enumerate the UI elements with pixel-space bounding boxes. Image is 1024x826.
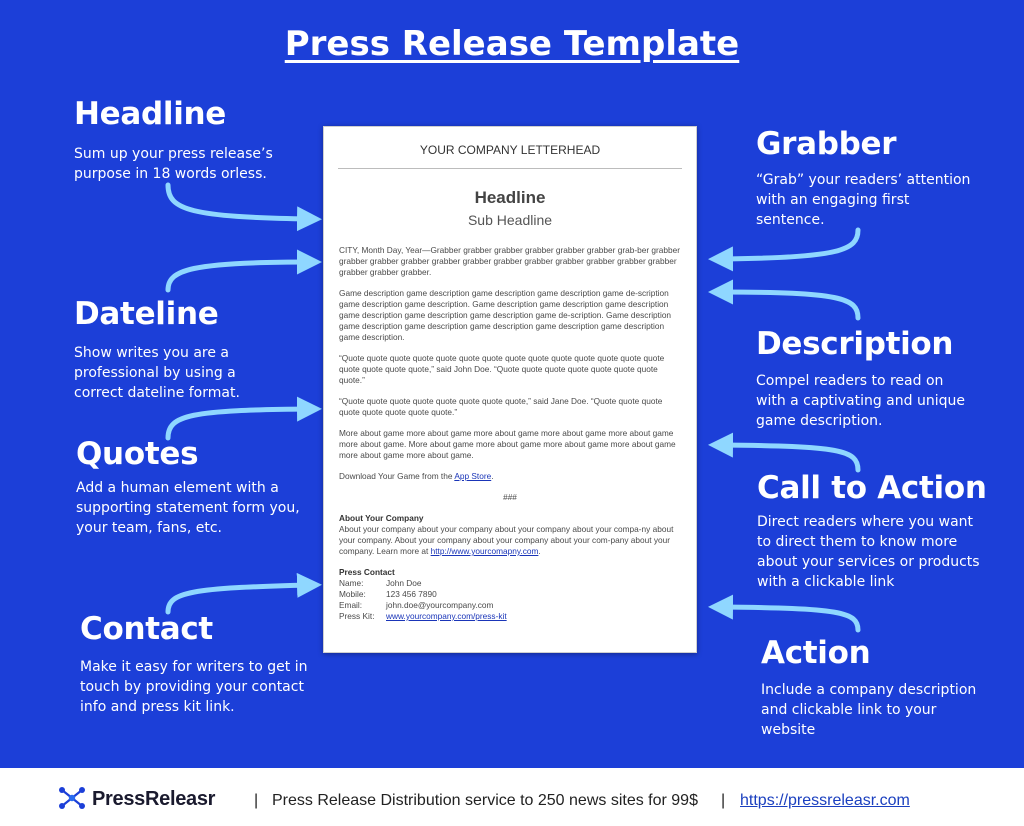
doc-about-text: About your company about your company about your company about your compa-ny about your company. About your company about your company about your com-pany about your company. Learn more at xyxy=(339,524,674,556)
contact-row-mobile xyxy=(339,589,681,600)
doc-about-suffix: . xyxy=(538,546,541,556)
doc-about-title: About Your Company xyxy=(339,513,424,523)
app-store-link[interactable]: App Store xyxy=(454,471,492,481)
dateline-arrow-icon xyxy=(168,262,310,290)
page-title: Press Release Template xyxy=(284,24,740,64)
call-to-action-title: Call to Action xyxy=(757,470,987,506)
doc-download-prefix: Download Your Game from the xyxy=(339,471,455,481)
contact-title: Contact xyxy=(80,611,213,647)
press-release-document xyxy=(323,126,697,653)
dateline-text: Show writes you are a professional by using a correct dateline format. xyxy=(74,345,240,401)
company-website-link[interactable]: http://www.yourcomapny.com xyxy=(430,546,539,556)
press-kit-link[interactable]: www.yourcompany.com/press-kit xyxy=(386,611,507,621)
description-arrow-icon xyxy=(720,292,858,318)
quotes-arrow-icon xyxy=(168,409,310,438)
doc-end-mark: ### xyxy=(503,492,517,502)
description-title: Description xyxy=(756,326,954,362)
contact-label: Name: xyxy=(339,578,364,588)
footer-bar xyxy=(0,768,1024,826)
contact-value: John Doe xyxy=(386,578,422,588)
contact-row-press-kit xyxy=(339,611,681,622)
contact-row-name xyxy=(339,578,681,589)
doc-body xyxy=(339,245,681,622)
description-text: Compel readers to read on with a captivating and unique game description. xyxy=(756,373,965,429)
action-title: Action xyxy=(761,635,871,671)
contact-row-email xyxy=(339,600,681,611)
contact-text: Make it easy for writers to get in touch by providing your contact info and press kit link. xyxy=(80,659,308,715)
headline-text: Sum up your press release’s purpose in 18 words orless. xyxy=(74,146,273,182)
doc-about-paragraph xyxy=(339,524,681,557)
brand-name: PressReleasr xyxy=(92,788,216,810)
grabber-title: Grabber xyxy=(756,126,897,162)
doc-headline: Headline xyxy=(474,188,546,207)
contact-label: Press Kit: xyxy=(339,611,375,621)
doc-description-paragraph: Game description game description game description game description game de-scription game description game description. Game description game description game description game description game description game description game de-scription. Game description game description game description game description game description game description game description. xyxy=(339,288,672,342)
doc-contact-title: Press Contact xyxy=(339,567,395,577)
contact-label: Email: xyxy=(339,600,363,610)
contact-label: Mobile: xyxy=(339,589,366,599)
footer-separator: | xyxy=(721,792,726,809)
action-arrow-icon xyxy=(720,607,858,630)
doc-download-suffix: . xyxy=(491,471,494,481)
grabber-text: “Grab” your readers’ attention with an engaging first sentence. xyxy=(756,172,971,228)
doc-letterhead: YOUR COMPANY LETTERHEAD xyxy=(419,143,601,157)
contact-arrow-icon xyxy=(168,585,310,612)
dateline-title: Dateline xyxy=(74,296,219,332)
footer-separator: | xyxy=(254,792,259,809)
pressreleasr-logo-icon xyxy=(57,786,87,810)
contact-value: john.doe@yourcompany.com xyxy=(386,600,494,610)
doc-quote-paragraph-1: “Quote quote quote quote quote quote quote quote quote quote quote quote quote quote quote quote quote quote,” said John Doe. “Quote quote quote quote quote quote quote quote.” xyxy=(339,353,665,385)
footer-website-link[interactable]: https://pressreleasr.com xyxy=(740,792,910,809)
call-to-action-arrow-icon xyxy=(720,445,858,470)
doc-grabber-paragraph: CITY, Month Day, Year—Grabber grabber grabber grabber grabber grabber grab-ber grabber grabber grabber grabber grabber grabber grabber grabber grabber grabber grabber grabber grabber grabber grabber. xyxy=(339,245,680,277)
doc-divider xyxy=(338,168,682,169)
doc-sub-headline: Sub Headline xyxy=(467,212,553,228)
headline-title: Headline xyxy=(74,96,227,132)
headline-arrow-icon xyxy=(168,185,310,219)
contact-value: 123 456 7890 xyxy=(386,589,437,599)
quotes-title: Quotes xyxy=(76,436,199,472)
doc-quote-paragraph-2: “Quote quote quote quote quote quote quote quote,” said Jane Doe. “Quote quote quote quote quote quote quote quote.” xyxy=(339,396,663,417)
footer-tagline: Press Release Distribution service to 250 news sites for 99$ xyxy=(272,792,698,809)
action-text: Include a company description and clickable link to your website xyxy=(761,682,977,738)
doc-more-about-paragraph: More about game more about game more about game more about game more about game more about game. More about game more about game more about game more about game more about game more about game. xyxy=(339,428,676,460)
quotes-text: Add a human element with a supporting statement form you, your team, fans, etc. xyxy=(76,480,300,536)
grabber-arrow-icon xyxy=(720,230,858,259)
doc-download-paragraph xyxy=(339,471,681,482)
call-to-action-text: Direct readers where you want to direct them to know more about your services or products with a clickable link xyxy=(757,514,980,590)
